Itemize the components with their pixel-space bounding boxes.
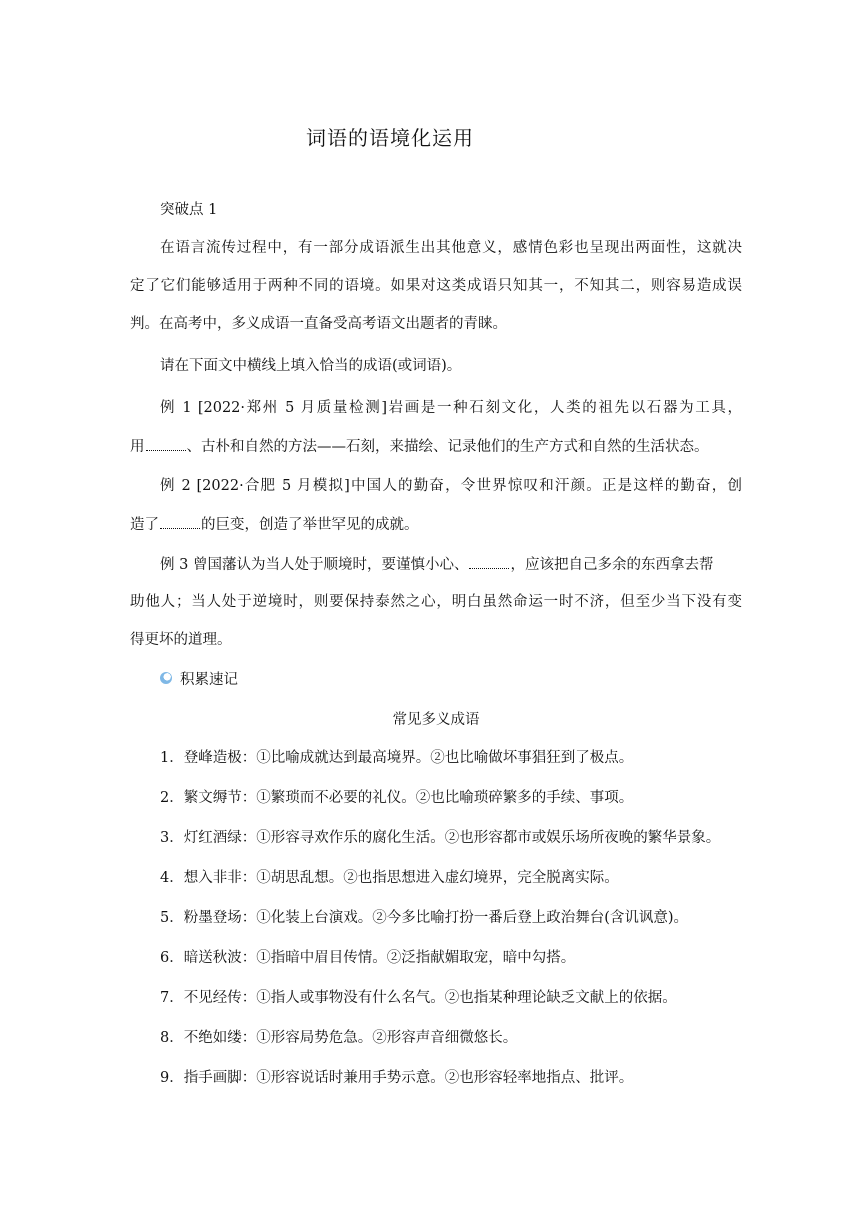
idiom-item-2: 2．繁文缛节：①繁琐而不必要的礼仪。②也比喻琐碎繁多的手续、事项。 <box>160 790 634 806</box>
example-3-line-1 <box>160 554 742 575</box>
example-3-line-2: 助他人；当人处于逆境时，则要保持泰然之心，明白虽然命运一时不济，但至少当下没有变 <box>130 594 742 610</box>
idiom-item-9: 9．指手画脚：①形容说话时兼用手势示意。②也形容轻率地指点、批评。 <box>160 1070 634 1086</box>
idiom-item-5: 5．粉墨登场：①化装上台演戏。②今多比喻打扮一番后登上政治舞台(含讥讽意)。 <box>160 910 689 926</box>
page-title: 词语的语境化运用 <box>306 126 474 150</box>
idiom-item-8: 8．不绝如缕：①形容局势危急。②形容声音细微悠长。 <box>160 1030 518 1046</box>
example-2-text-a: 造了 <box>130 517 159 533</box>
example-1-text-b: 、古朴和自然的方法——石刻，来描绘、记录他们的生产方式和自然的生活状态。 <box>186 439 709 455</box>
instruction: 请在下面文中横线上填入恰当的成语(或词语)。 <box>160 358 462 374</box>
example-3-text-a: 例 3 曾国藩认为当人处于顺境时，要谨慎小心、 <box>160 557 469 573</box>
idiom-list-title: 常见多义成语 <box>392 712 480 728</box>
notes-header-label: 积累速记 <box>180 672 238 688</box>
idiom-item-7: 7．不见经传：①指人或事物没有什么名气。②也指某种理论缺乏文献上的依据。 <box>160 990 677 1006</box>
intro-line-3: 判。在高考中，多义成语一直备受高考语文出题者的青睐。 <box>130 316 507 332</box>
notes-header <box>160 670 772 690</box>
example-2-line-2 <box>130 514 742 535</box>
fill-blank-2[interactable] <box>160 514 200 529</box>
idiom-item-3: 3．灯红酒绿：①形容寻欢作乐的腐化生活。②也形容都市或娱乐场所夜晚的繁华景象。 <box>160 830 721 846</box>
swirl-icon <box>160 672 172 684</box>
example-3-text-b: ，应该把自己多余的东西拿去帮 <box>510 557 714 573</box>
idiom-item-1: 1．登峰造极：①比喻成就达到最高境界。②也比喻做坏事猖狂到了极点。 <box>160 750 634 766</box>
example-3-line-3: 得更坏的道理。 <box>130 632 232 648</box>
example-1-text-a: 用 <box>130 439 145 455</box>
idiom-item-4: 4．想入非非：①胡思乱想。②也指思想进入虚幻境界，完全脱离实际。 <box>160 870 619 886</box>
section-heading: 突破点 1 <box>160 202 218 218</box>
example-2-text-b: 的巨变，创造了举世罕见的成就。 <box>201 517 419 533</box>
example-2-line-1: 例 2 [2022·合肥 5 月模拟]中国人的勤奋，令世界惊叹和汗颜。正是这样的勤奋，创 <box>160 478 742 494</box>
idiom-item-6: 6．暗送秋波：①指暗中眉目传情。②泛指献媚取宠，暗中勾搭。 <box>160 950 576 966</box>
intro-line-2: 定了它们能够适用于两种不同的语境。如果对这类成语只知其一，不知其二，则容易造成误 <box>130 278 742 294</box>
intro-line-1: 在语言流传过程中，有一部分成语派生出其他意义，感情色彩也呈现出两面性，这就决 <box>160 240 742 256</box>
example-1-line-2 <box>130 436 742 457</box>
example-1-line-1: 例 1 [2022·郑州 5 月质量检测]岩画是一种石刻文化，人类的祖先以石器为工具， <box>160 400 742 416</box>
fill-blank-3[interactable] <box>469 554 509 569</box>
fill-blank-1[interactable] <box>146 436 186 451</box>
